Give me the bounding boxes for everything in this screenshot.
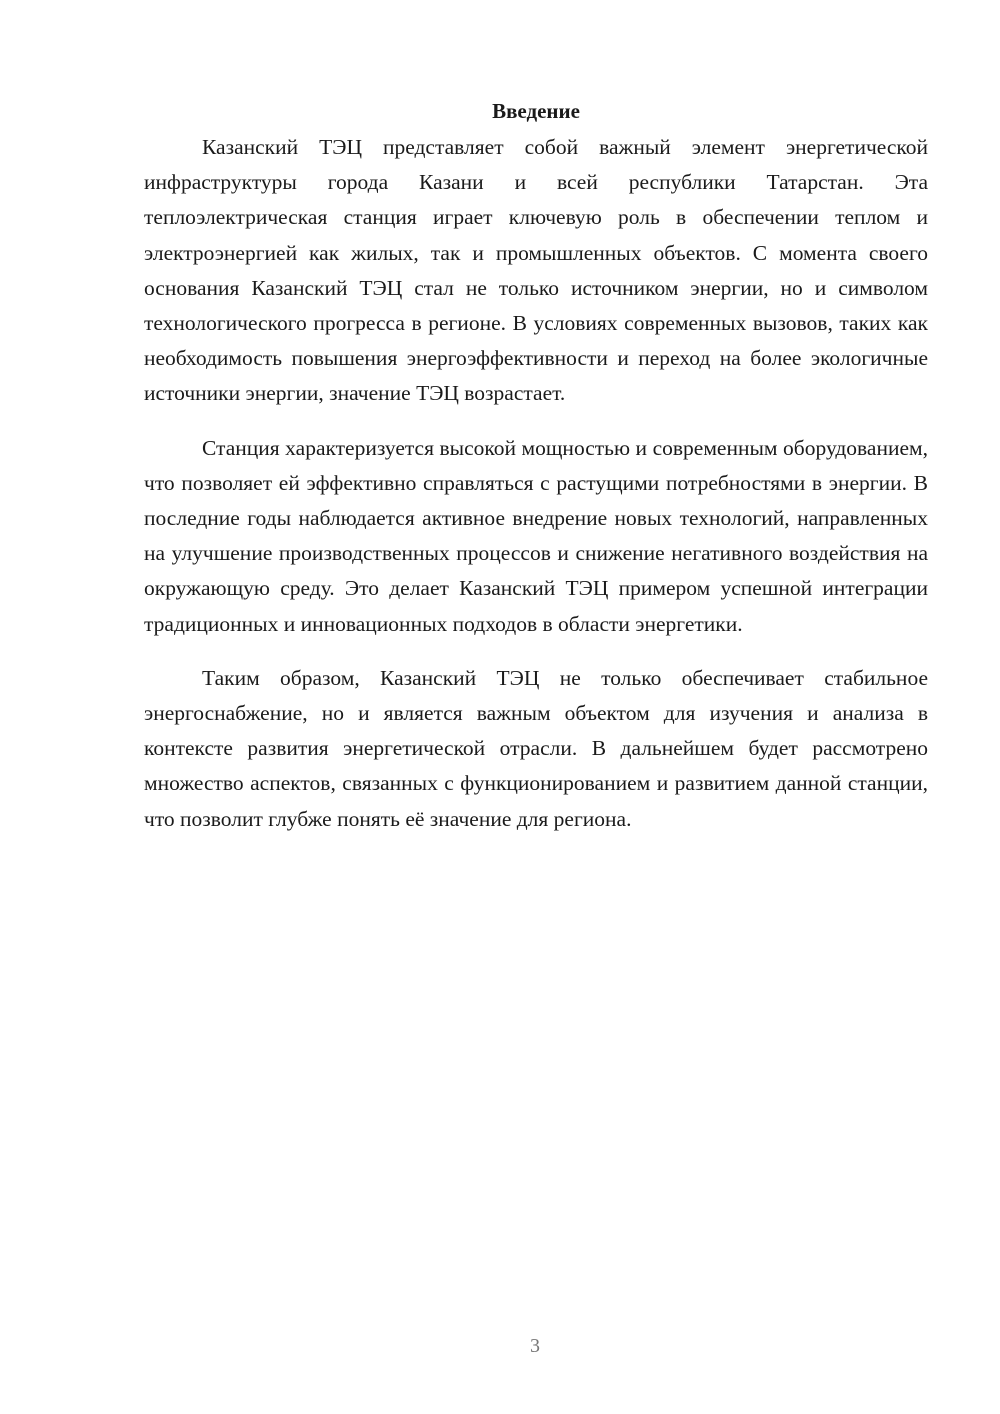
paragraph-3: Таким образом, Казанский ТЭЦ не только обеспечивает стабильное энергоснабжение, но и является важным объектом для изучения и анализа в контексте развития энергетической отрасли. В дальнейшем будет рассмотрено множество аспектов, связанных с функционированием и развитием данной станции, что позволит глубже понять её значение для региона. [144,665,928,831]
paragraph-2: Станция характеризуется высокой мощностью и современным оборудованием, что позволяет ей эффективно справляться с растущими потребностями в энергии. В последние годы наблюдается активное внедрение новых технологий, направленных на улучшение производственных процессов и снижение негативного воздействия на окружающую среду. Это делает Казанский ТЭЦ примером успешной интеграции традиционных и инновационных подходов в области энергетики. [144,435,928,636]
paragraph-1: Казанский ТЭЦ представляет собой важный элемент энергетической инфраструктуры города Казани и всей республики Татарстан. Эта теплоэлектрическая станция играет ключевую роль в обеспечении теплом и электроэнергией как жилых, так и промышленных объектов. С момента своего основания Казанский ТЭЦ стал не только источником энергии, но и символом технологического прогресса в регионе. В условиях современных вызовов, таких как необходимость повышения энергоэффективности и переход на более экологичные источники энергии, значение ТЭЦ возрастает. [144,135,928,406]
section-heading: Введение [492,99,580,123]
page-content [144,96,928,856]
page-number: 3 [530,1335,540,1357]
